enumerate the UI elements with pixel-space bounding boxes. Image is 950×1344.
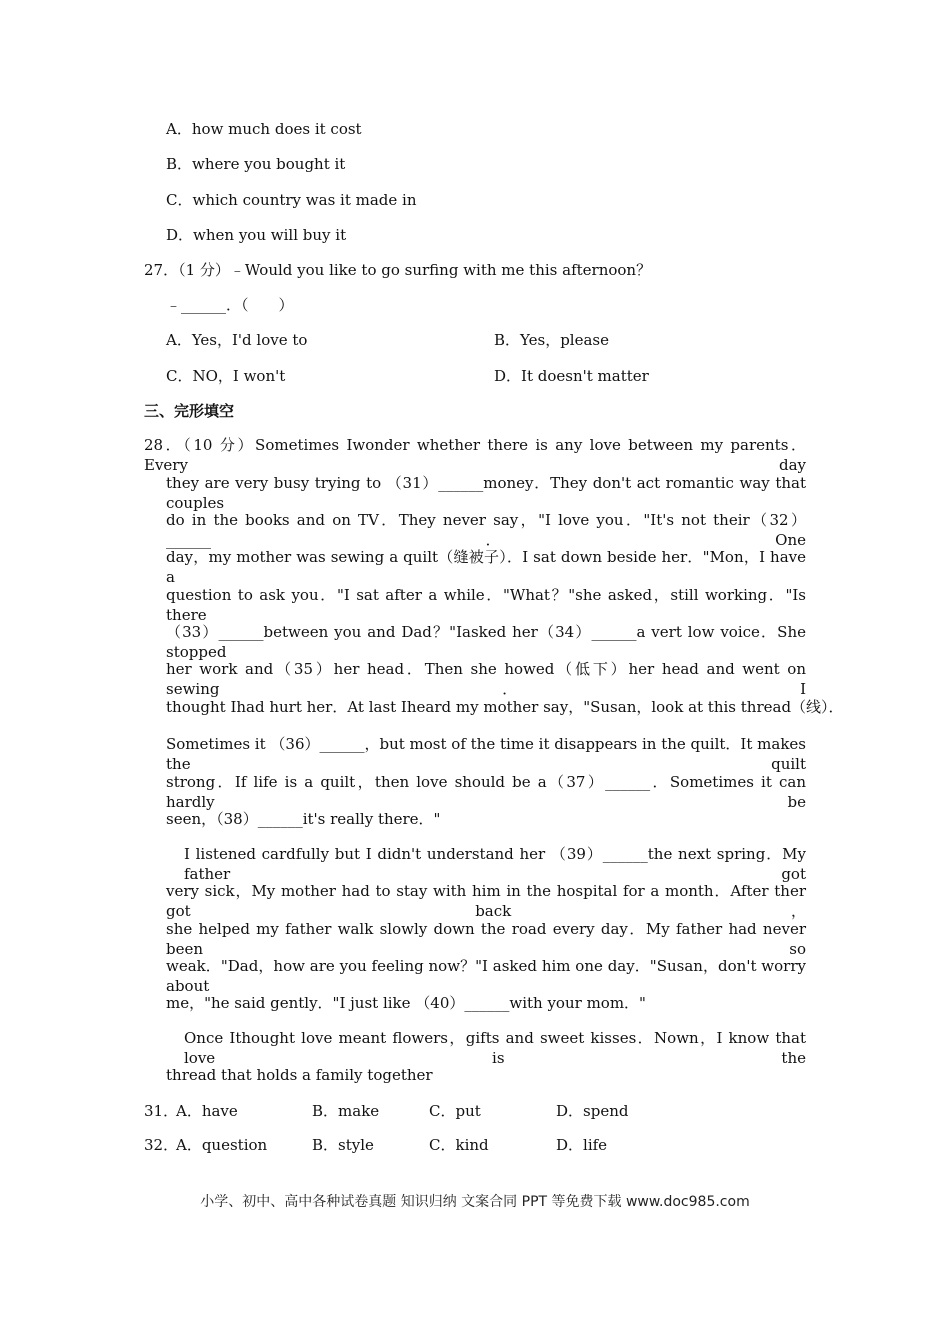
section-title: 三、完形填空	[144, 402, 235, 420]
passage-line: （33）______between you and Dad？"Iasked her（34）______a vert low voice．She stopped	[166, 623, 806, 661]
passage-line: seen，（38）______it's really there．"	[166, 810, 441, 828]
q27-answer-line: ﹣______．（ ）	[166, 296, 294, 314]
passage-line: 28．（10 分）Sometimes Iwonder whether there is any love between my parents．Every day	[144, 436, 806, 474]
q31-option-b: B．make	[312, 1102, 380, 1120]
q31-number: 31．	[144, 1102, 179, 1120]
passage-line: Sometimes it （36）______，but most of the time it disappears in the quilt．It makes the quilt	[166, 735, 806, 773]
passage-line: day，my mother was sewing a quilt（缝被子）．I sat down beside her．"Mon，I have a	[166, 548, 806, 586]
q27-option-b: B．Yes，please	[494, 331, 609, 349]
q32-option-b: B．style	[312, 1136, 374, 1154]
q31-option-a: A．have	[176, 1102, 238, 1120]
passage-line: she helped my father walk slowly down the road every day．My father had never been so	[166, 920, 806, 958]
q27-stem: 27．（1 分）﹣Would you like to go surfing with me this afternoon？	[144, 261, 652, 279]
passage-line: her work and（35）her head．Then she howed（低下）her head and went on sewing．I	[166, 660, 806, 698]
page-footer: 小学、初中、高中各种试卷真题 知识归纳 文案合同 PPT 等免费下载 www.doc985.com	[200, 1194, 750, 1210]
passage-line: do in the books and on TV．They never say，"I love you．"It's not their（32）______．One	[166, 511, 806, 549]
passage-line: thought Ihad hurt her．At last Iheard my mother say，"Susan，look at this thread（线）．	[166, 698, 844, 716]
q27-option-c: C．NO，I won't	[166, 367, 286, 385]
q31-option-c: C．put	[429, 1102, 481, 1120]
q32-option-c: C．kind	[429, 1136, 489, 1154]
passage-line: question to ask you．"I sat after a while．"What？"she asked，still working．"Is there	[166, 586, 806, 624]
q26-option-c: C．which country was it made in	[166, 191, 417, 209]
q31-option-d: D．spend	[556, 1102, 629, 1120]
passage-line: me，"he said gently．"I just like （40）______with your mom．"	[166, 994, 646, 1012]
passage-line: I listened cardfully but I didn't understand her （39）______the next spring．My father got	[184, 845, 806, 883]
passage-line: thread that holds a family together	[166, 1066, 433, 1084]
q27-option-a: A．Yes，I'd love to	[166, 331, 308, 349]
q26-option-d: D．when you will buy it	[166, 226, 347, 244]
passage-line: weak．"Dad，how are you feeling now？"I asked him one day．"Susan，don't worry about	[166, 957, 806, 995]
passage-line: strong．If life is a quilt，then love should be a（37）______．Sometimes it can hardly be	[166, 773, 806, 811]
q26-option-b: B．where you bought it	[166, 155, 346, 173]
q32-number: 32．	[144, 1136, 179, 1154]
q32-option-a: A．question	[176, 1136, 268, 1154]
q27-option-d: D．It doesn't matter	[494, 367, 649, 385]
passage-line: Once Ithought love meant flowers，gifts and sweet kisses．Nown，I know that love is the	[184, 1029, 806, 1067]
passage-line: they are very busy trying to （31）______money．They don't act romantic way that couples	[166, 474, 806, 512]
q32-option-d: D．life	[556, 1136, 608, 1154]
passage-line: very sick，My mother had to stay with him in the hospital for a month．After ther got back，	[166, 882, 806, 920]
q26-option-a: A．how much does it cost	[166, 120, 362, 138]
